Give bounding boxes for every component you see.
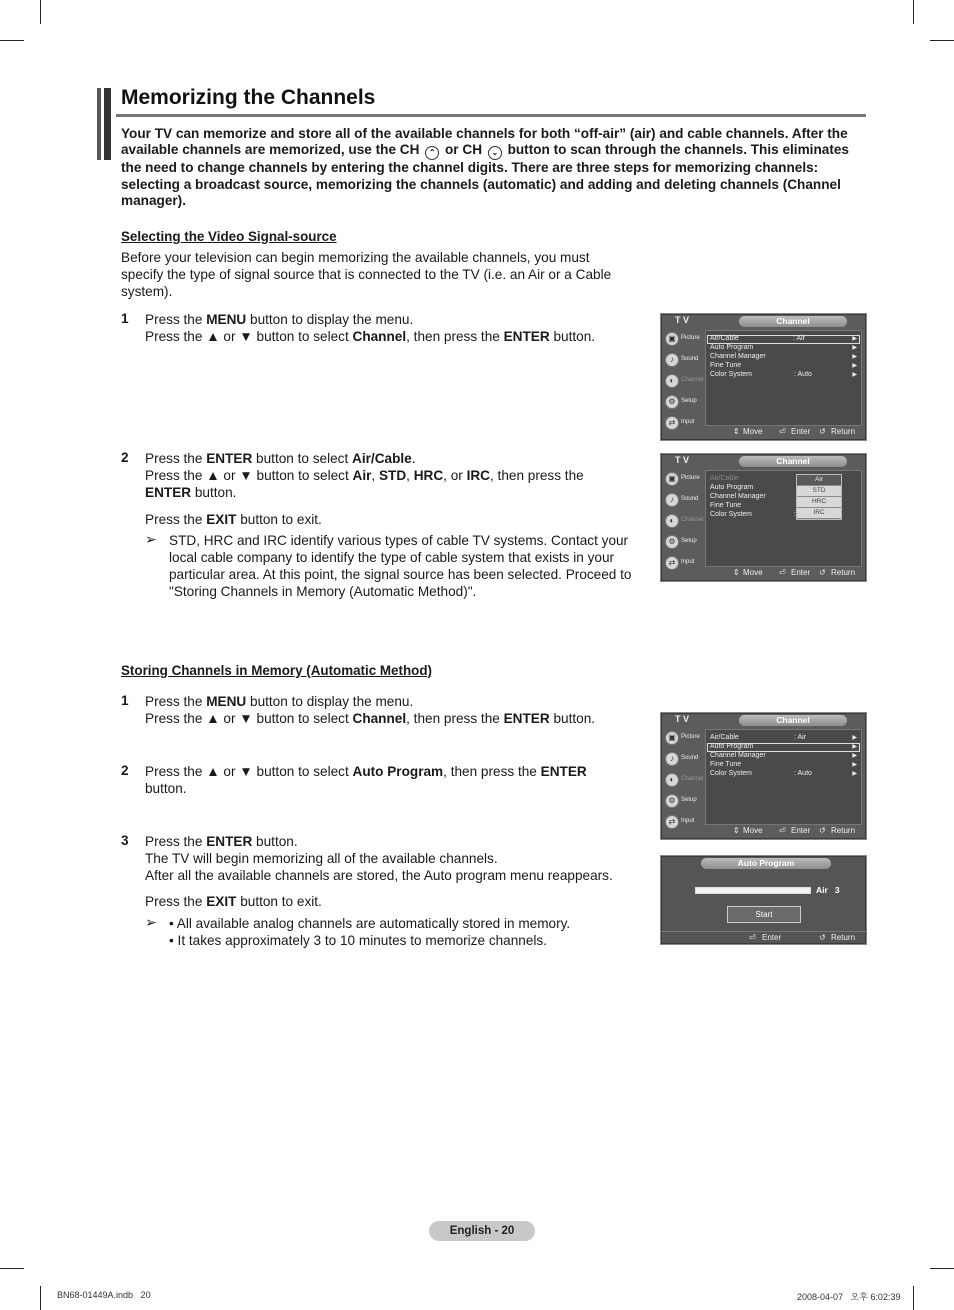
section-heading: Selecting the Video Signal-source	[121, 229, 337, 244]
osd-sidebar-channel: ◐ Channel	[661, 370, 703, 391]
dropdown-option-irc[interactable]: IRC	[797, 508, 841, 519]
osd-row-color-system: Color System : Auto ▶	[710, 770, 857, 777]
osd-auto-program	[660, 855, 867, 945]
title-bar-decoration	[104, 88, 111, 160]
osd-row-channel-manager: Channel Manager ▶	[710, 752, 857, 759]
osd-row-fine-tune: Fine Tune ▶	[710, 362, 857, 369]
osd-sidebar-channel: ◐ Channel	[661, 769, 703, 790]
enter-icon: ⏎	[779, 568, 786, 577]
crop-mark	[40, 0, 41, 24]
air-cable-dropdown[interactable]	[796, 474, 842, 520]
note-arrow-icon: ➢	[145, 531, 157, 547]
exit-instruction: Press the EXIT button to exit.	[145, 894, 322, 909]
intro-paragraph	[121, 126, 866, 209]
osd-sidebar-setup: ⚙ Setup	[661, 391, 703, 412]
osd-footer: ⇕ Move ⏎ Enter ↺ Return	[733, 568, 856, 577]
step-number: 1	[121, 311, 129, 326]
channel-icon: ◐	[665, 773, 679, 787]
osd-sidebar-setup: ⚙ Setup	[661, 531, 703, 552]
return-icon: ↺	[819, 568, 826, 577]
osd-sidebar	[661, 328, 703, 433]
osd-channel-menu	[660, 712, 867, 840]
osd-header	[661, 454, 866, 468]
input-icon: ⇄	[665, 815, 679, 829]
osd-air-cable-dropdown	[660, 453, 867, 582]
step-number: 2	[121, 763, 129, 778]
picture-icon: ▣	[665, 472, 679, 486]
osd-row-channel-manager: Channel Manager ▶	[710, 353, 857, 360]
move-icon: ⇕	[733, 826, 740, 835]
osd-sidebar	[661, 468, 703, 573]
intro-text: Your TV can memorize and store all of the available channels for both “off-air” (air) and cable channels. After the available channels are memorized, use the CH	[121, 126, 848, 158]
picture-icon: ▣	[665, 332, 679, 346]
exit-instruction: Press the EXIT button to exit.	[145, 512, 322, 527]
sound-icon: ♪	[665, 752, 679, 766]
crop-mark	[0, 1268, 24, 1269]
osd-row-auto-program: Auto Program ▶	[707, 743, 860, 752]
enter-icon: ⏎	[749, 933, 756, 942]
return-icon: ↺	[819, 933, 826, 942]
intro-text: button to scan through the channels. This eliminates the need to change channels by entering the channel digits. There are three steps for memorizing channels: selecting a broadcast source, memorizing the channels (automatic) and adding and deleting channels (Channel manager).	[121, 142, 849, 208]
progress-status: Air 3	[816, 885, 840, 895]
step-text: Press the ENTER button to select Air/Cable. Press the ▲ or ▼ button to select Air, STD, HRC, or IRC, then press the ENTER button.	[145, 451, 584, 500]
osd-sidebar-sound: ♪ Sound	[661, 489, 703, 510]
title-bar-decoration	[97, 88, 101, 160]
step-text: Press the ▲ or ▼ button to select Auto Program, then press the ENTER button.	[145, 764, 587, 796]
input-icon: ⇄	[665, 416, 679, 430]
osd-row-channel-manager: Channel Manager	[710, 493, 766, 500]
osd-sidebar-setup: ⚙ Setup	[661, 790, 703, 811]
osd-sidebar-sound: ♪ Sound	[661, 748, 703, 769]
osd-menu-panel	[705, 330, 862, 426]
osd-sidebar-sound: ♪ Sound	[661, 349, 703, 370]
picture-icon: ▣	[665, 731, 679, 745]
channel-icon: ◐	[665, 374, 679, 388]
move-icon: ⇕	[733, 568, 740, 577]
osd-sidebar-input: ⇄ Input	[661, 811, 703, 832]
input-icon: ⇄	[665, 556, 679, 570]
osd-tv-label: T V	[675, 315, 690, 325]
dropdown-option-air[interactable]: Air	[797, 475, 841, 486]
step-number: 2	[121, 450, 129, 465]
osd-sidebar-channel: ◐ Channel	[661, 510, 703, 531]
osd-footer: ⇕ Move ⏎ Enter ↺ Return	[733, 826, 856, 835]
file-name: BN68-01449A.indb 20	[57, 1290, 151, 1300]
sound-icon: ♪	[665, 353, 679, 367]
sound-icon: ♪	[665, 493, 679, 507]
crop-mark	[913, 0, 914, 24]
osd-sidebar-picture: ▣ Picture	[661, 468, 703, 489]
osd-tab-channel: Channel	[739, 316, 847, 327]
progress-fill	[696, 888, 810, 893]
osd-row-air-cable: Air/Cable : Air ▶	[707, 335, 860, 344]
osd-tab-channel: Channel	[739, 715, 847, 726]
osd-row-air-cable: Air/Cable	[710, 475, 739, 482]
note-arrow-icon: ➢	[145, 914, 157, 930]
note-text: • All available analog channels are automatically stored in memory. • It takes approximately 3 to 10 minutes to memorize channels.	[169, 916, 571, 948]
progress-bar	[695, 887, 811, 894]
osd-tv-label: T V	[675, 714, 690, 724]
osd-row-color-system: Color System : Auto ▶	[710, 371, 857, 378]
crop-mark	[930, 40, 954, 41]
channel-icon: ◐	[665, 514, 679, 528]
move-icon: ⇕	[733, 427, 740, 436]
osd-sidebar-input: ⇄ Input	[661, 412, 703, 433]
start-button[interactable]: Start	[727, 906, 801, 923]
setup-icon: ⚙	[665, 794, 679, 808]
osd-row-fine-tune: Fine Tune ▶	[710, 761, 857, 768]
dropdown-option-std[interactable]: STD	[797, 486, 841, 497]
osd-row-fine-tune: Fine Tune	[710, 502, 742, 509]
osd-menu-panel	[705, 729, 862, 825]
page-title: Memorizing the Channels	[121, 86, 376, 109]
ch-up-icon: ⌃	[425, 146, 439, 160]
step-number: 3	[121, 833, 129, 848]
osd-row-auto-program: Auto Program ▶	[710, 344, 857, 351]
setup-icon: ⚙	[665, 395, 679, 409]
osd-row-color-system: Color System :	[710, 511, 796, 518]
osd-tv-label: T V	[675, 455, 690, 465]
osd-sidebar-picture: ▣ Picture	[661, 727, 703, 748]
osd-row-auto-program: Auto Program	[710, 484, 754, 491]
osd-sidebar-input: ⇄ Input	[661, 552, 703, 573]
osd-header	[661, 713, 866, 727]
title-rule	[116, 114, 866, 117]
step-text: Press the MENU button to display the menu. Press the ▲ or ▼ button to select Channel, then press the ENTER button.	[145, 694, 596, 726]
osd-footer: ⇕ Move ⏎ Enter ↺ Return	[733, 427, 856, 436]
print-timestamp: 2008-04-07 오후 6:02:39	[797, 1292, 901, 1302]
section-description: Before your television can begin memorizing the available channels, you must specify the type of signal source that is connected to the TV (i.e. an Air or a Cable system).	[121, 250, 612, 299]
return-icon: ↺	[819, 826, 826, 835]
crop-mark	[40, 1286, 41, 1310]
enter-icon: ⏎	[779, 826, 786, 835]
section-heading: Storing Channels in Memory (Automatic Method)	[121, 663, 432, 678]
osd-tab-auto-program: Auto Program	[701, 858, 831, 869]
osd-tab-channel: Channel	[739, 456, 847, 467]
osd-header	[661, 314, 866, 328]
ch-down-icon: ⌄	[488, 146, 502, 160]
step-text: Press the MENU button to display the menu. Press the ▲ or ▼ button to select Channel, then press the ENTER button.	[145, 312, 596, 344]
crop-mark	[913, 1286, 914, 1310]
dropdown-option-hrc[interactable]: HRC	[797, 497, 841, 508]
page-number-label: English - 20	[429, 1221, 535, 1241]
osd-sidebar	[661, 727, 703, 832]
osd-channel-menu	[660, 313, 867, 441]
osd-sidebar-picture: ▣ Picture	[661, 328, 703, 349]
step-text: Press the ENTER button. The TV will begin memorizing all of the available channels. After all the available channels are stored, the Auto program menu reappears.	[145, 834, 613, 883]
osd-footer: ⏎ Enter ↺ Return	[661, 931, 866, 944]
note-text: STD, HRC and IRC identify various types of cable TV systems. Contact your local cable company to identify the type of cable system that exists in your particular area. At this point, the signal source has been selected. Proceed to "Storing Channels in Memory (Automatic Method)".	[169, 533, 632, 599]
enter-icon: ⏎	[779, 427, 786, 436]
crop-mark	[930, 1268, 954, 1269]
step-number: 1	[121, 693, 129, 708]
intro-text: or CH	[445, 142, 483, 158]
osd-row-air-cable: Air/Cable : Air ▶	[710, 734, 857, 741]
return-icon: ↺	[819, 427, 826, 436]
setup-icon: ⚙	[665, 535, 679, 549]
crop-mark	[0, 40, 24, 41]
